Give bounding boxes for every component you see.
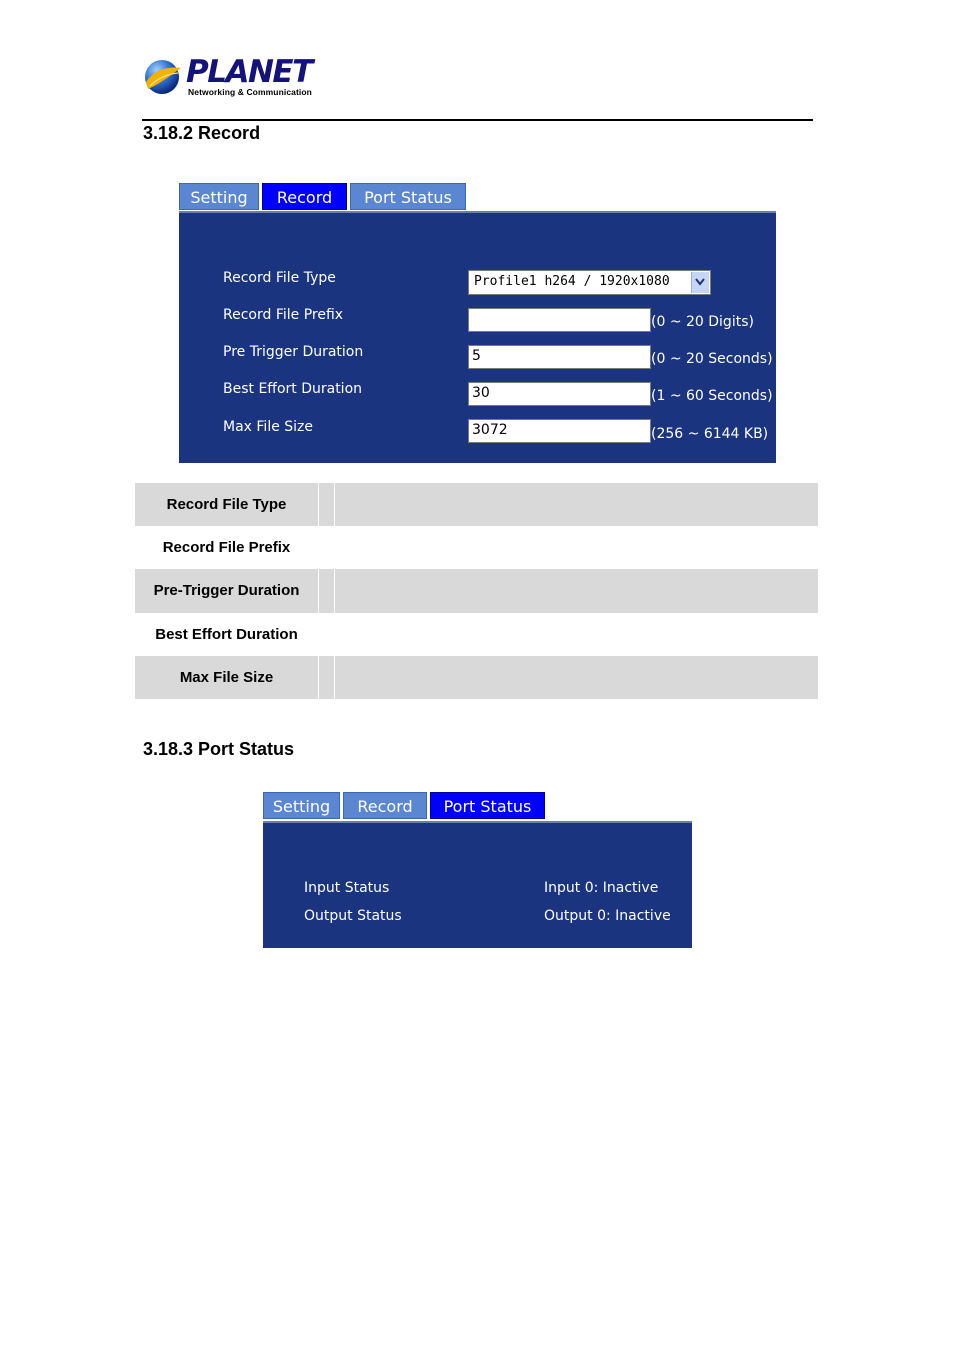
record-settings-panel bbox=[179, 211, 776, 463]
pre-trigger-duration-label: Pre Trigger Duration bbox=[223, 344, 364, 360]
tab-setting[interactable]: Setting bbox=[179, 183, 259, 210]
best-effort-duration-input[interactable]: 30 bbox=[468, 382, 651, 406]
output-status-label: Output Status bbox=[304, 908, 402, 924]
table-row-label: Record File Prefix bbox=[162, 539, 291, 556]
section-heading-port-status: 3.18.3 Port Status bbox=[143, 739, 295, 759]
globe-icon bbox=[142, 56, 182, 96]
table-column-divider bbox=[318, 483, 335, 526]
max-file-size-input[interactable]: 3072 bbox=[468, 419, 651, 443]
tab-port-status[interactable]: Port Status bbox=[430, 792, 545, 819]
max-file-size-hint: (256 ~ 6144 KB) bbox=[651, 426, 769, 442]
tab-port-status[interactable]: Port Status bbox=[350, 183, 466, 210]
table-row-label: Record File Type bbox=[166, 496, 287, 513]
table-row bbox=[135, 656, 818, 699]
table-row-label: Best Effort Duration bbox=[155, 626, 298, 643]
record-file-prefix-input[interactable] bbox=[468, 308, 651, 332]
tab-record[interactable]: Record bbox=[343, 792, 427, 819]
table-row-label: Pre-Trigger Duration bbox=[153, 582, 300, 599]
brand-wordmark: PLANET bbox=[186, 54, 312, 90]
table-column-divider bbox=[318, 656, 335, 699]
header-divider bbox=[142, 119, 813, 121]
table-row bbox=[135, 613, 818, 656]
record-file-prefix-label: Record File Prefix bbox=[223, 307, 344, 323]
best-effort-duration-label: Best Effort Duration bbox=[223, 381, 363, 397]
input-status-value: Input 0: Inactive bbox=[544, 880, 659, 896]
table-column-divider bbox=[318, 569, 335, 613]
planet-logo bbox=[142, 54, 312, 100]
brand-tagline: Networking & Communication bbox=[188, 87, 312, 97]
record-file-type-value: Profile1 h264 / 1920x1080 bbox=[474, 274, 670, 289]
pre-trigger-duration-hint: (0 ~ 20 Seconds) bbox=[651, 351, 773, 367]
table-row-label: Max File Size bbox=[179, 669, 274, 686]
port-status-panel bbox=[263, 821, 692, 948]
table-row bbox=[135, 483, 818, 526]
tab-setting[interactable]: Setting bbox=[263, 792, 340, 819]
record-file-prefix-hint: (0 ~ 20 Digits) bbox=[651, 314, 754, 330]
chevron-down-icon[interactable] bbox=[691, 272, 709, 293]
output-status-value: Output 0: Inactive bbox=[544, 908, 671, 924]
table-row bbox=[135, 569, 818, 613]
input-status-label: Input Status bbox=[304, 880, 390, 896]
tab-record[interactable]: Record bbox=[262, 183, 347, 210]
record-file-type-label: Record File Type bbox=[223, 270, 336, 286]
section-heading-record: 3.18.2 Record bbox=[143, 123, 261, 143]
best-effort-duration-hint: (1 ~ 60 Seconds) bbox=[651, 388, 773, 404]
pre-trigger-duration-input[interactable]: 5 bbox=[468, 345, 651, 369]
table-row bbox=[135, 526, 818, 569]
max-file-size-label: Max File Size bbox=[223, 419, 314, 435]
record-file-type-select[interactable] bbox=[468, 270, 711, 295]
